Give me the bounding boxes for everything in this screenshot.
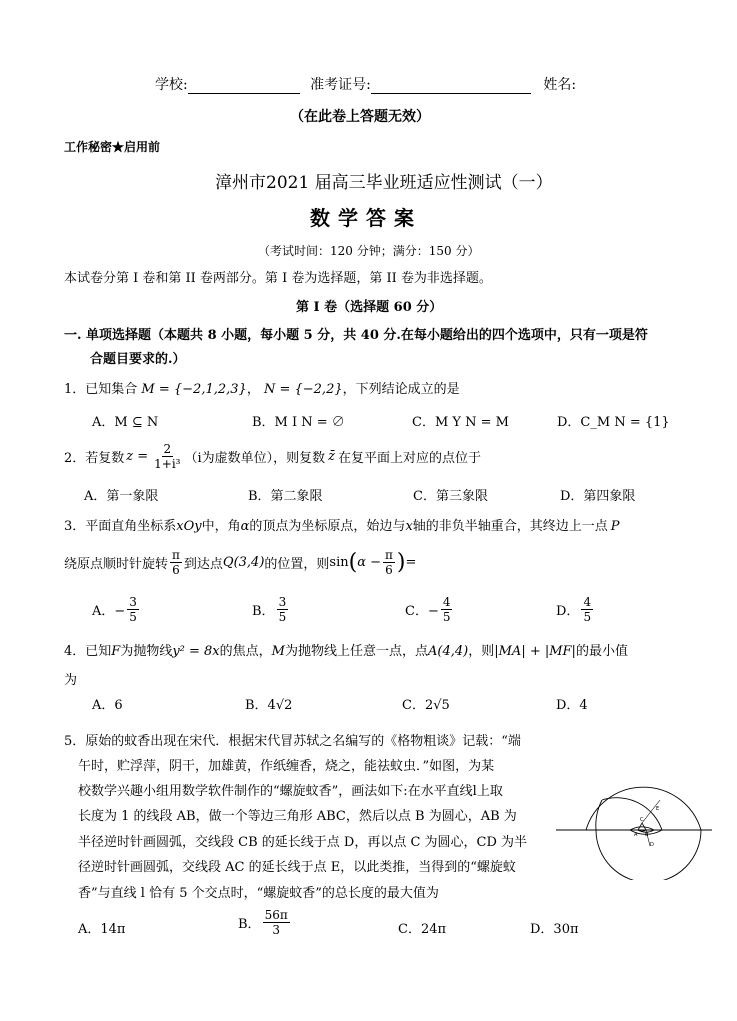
q3-q-point: Q(3,4) bbox=[222, 555, 265, 570]
q5-option-c: C．24π bbox=[398, 922, 447, 937]
q3-option-b-den: 5 bbox=[278, 610, 287, 624]
q3-line2-mid: 到达点 bbox=[183, 557, 223, 572]
q3-line1-mid: 中，角 bbox=[201, 519, 241, 534]
q4-line1-mid2: 的焦点， bbox=[219, 644, 272, 659]
q3-x: x bbox=[405, 519, 413, 534]
q1-option-c: C．M Y N = M bbox=[412, 415, 509, 430]
q5-option-b-label: B． bbox=[238, 917, 261, 932]
school-label: 学校: bbox=[155, 77, 188, 93]
q3-option-d-den: 5 bbox=[583, 610, 592, 624]
q1-option-a: A．M ⊆ N bbox=[92, 415, 159, 430]
q2-frac-den: 1+i³ bbox=[154, 457, 181, 471]
exam-id-blank bbox=[371, 93, 531, 94]
time-info: （考试时间：120 分钟；满分：150 分） bbox=[258, 244, 480, 258]
label-a: A bbox=[634, 832, 638, 838]
spiral-arc-8 bbox=[586, 787, 701, 830]
q2-option-a: A．第一象限 bbox=[84, 489, 159, 504]
part1-title: 第 I 卷（选择题 60 分） bbox=[296, 300, 443, 315]
name-label: 姓名: bbox=[543, 77, 577, 93]
q3-option-b-label: B． bbox=[252, 604, 275, 619]
section1-heading-line1: 一. 单项选择题（本题共 8 小题，每小题 5 分，共 40 分.在每小题给出的四个选项中，只有一项是符 bbox=[64, 328, 648, 343]
q3-p: P bbox=[610, 519, 620, 534]
label-d: D bbox=[650, 842, 654, 848]
q2-frac-num: 2 bbox=[163, 442, 172, 456]
q3-line1-pre: 3．平面直角坐标系 bbox=[64, 519, 177, 534]
q2-option-c: C．第三象限 bbox=[413, 489, 488, 504]
q4-expr: |MA| + |MF| bbox=[494, 644, 576, 659]
label-c: C bbox=[640, 817, 644, 823]
q5-line1: 5．原始的蚊香出现在宋代．根据宋代冒苏轼之名编写的《格物粗谈》记载：“端 bbox=[64, 734, 521, 749]
q4-point-a: A(4,4) bbox=[428, 644, 469, 659]
q3-paren-open: ( bbox=[348, 549, 358, 575]
q4-line1-mid4: ，则 bbox=[468, 644, 495, 659]
spiral-arc-7 bbox=[596, 830, 701, 880]
q3-option-a bbox=[92, 595, 141, 624]
q3-option-b bbox=[252, 595, 290, 624]
q4-line1 bbox=[64, 640, 628, 659]
q4-line1-mid3: 为抛物线上任意一点，点 bbox=[284, 644, 428, 659]
q3-option-d-num: 4 bbox=[583, 595, 592, 609]
q2-z-eq: z = bbox=[126, 449, 149, 464]
q3-paren-close: ) bbox=[396, 549, 406, 575]
school-field bbox=[155, 74, 576, 94]
q4-parabola: y² = 8x bbox=[172, 644, 220, 659]
label-b: B bbox=[645, 832, 649, 838]
q5-line3: 校数学兴趣小组用数学软件制作的“螺旋蚊香”，画法如下:在水平直线l上取 bbox=[78, 784, 503, 799]
section1-heading-line2: 合题目要求的.） bbox=[90, 352, 186, 367]
q1-option-d: D．C_M N = {1} bbox=[557, 415, 670, 430]
q1-stem-pre: 1．已知集合 bbox=[64, 382, 138, 397]
q2-option-d: D．第四象限 bbox=[560, 489, 636, 504]
q5-option-b bbox=[238, 908, 292, 937]
main-title: 漳州市2021 届高三毕业班适应性测试（一） bbox=[215, 173, 553, 193]
q4-line1-mid: 为抛物线 bbox=[120, 644, 173, 659]
q2-zbar: z̄ bbox=[328, 449, 336, 464]
q2-option-b: B．第二象限 bbox=[248, 489, 323, 504]
q4-option-b: B．4√2 bbox=[245, 698, 293, 713]
q5-option-b-den: 3 bbox=[272, 923, 280, 937]
q3-sin-pi-den: 6 bbox=[385, 563, 393, 577]
q3-sin-alpha: α − bbox=[357, 555, 382, 570]
q3-pi-frac bbox=[170, 548, 182, 577]
q3-xoy: xOy bbox=[176, 519, 202, 534]
q3-option-b-num: 3 bbox=[278, 595, 287, 609]
q3-sin-frac bbox=[383, 548, 395, 577]
q4-option-d: D．4 bbox=[556, 698, 588, 713]
q1-stem bbox=[64, 378, 460, 397]
invalid-note: （在此卷上答题无效） bbox=[290, 109, 430, 125]
q5-option-a: A．14π bbox=[78, 922, 126, 937]
q3-option-d-label: D． bbox=[556, 604, 580, 619]
q4-option-a: A．6 bbox=[92, 698, 123, 713]
q2-stem bbox=[64, 442, 481, 471]
q3-option-d bbox=[556, 595, 595, 624]
q3-option-c bbox=[405, 595, 454, 624]
q3-pi-den: 6 bbox=[172, 563, 180, 577]
q3-line1-post: 轴的非负半轴重合，其终边上一点 bbox=[412, 519, 608, 534]
q1-option-b: B．M I N = ∅ bbox=[252, 415, 345, 430]
spiral-arc-5 bbox=[602, 798, 662, 830]
q3-line2 bbox=[64, 548, 416, 577]
q2-fraction bbox=[152, 442, 182, 471]
q3-equals: = bbox=[405, 555, 417, 570]
q4-line1-pre: 4．已知 bbox=[64, 644, 112, 659]
school-blank bbox=[188, 93, 300, 94]
exam-id-label: 准考证号: bbox=[310, 77, 371, 93]
q3-option-c-label: C．− bbox=[405, 604, 439, 619]
q1-comma: ， bbox=[246, 382, 260, 397]
q1-set-m: M = {−2,1,2,3} bbox=[141, 382, 247, 397]
q5-line7: 香”与直线 l 恰有 5 个交点时，“螺旋蚊香”的总长度的最大值为 bbox=[78, 886, 439, 901]
q3-sin-pi-num: π bbox=[385, 548, 393, 562]
q3-sin: sin bbox=[329, 555, 349, 570]
q5-line4: 长度为 1 的线段 AB，做一个等边三角形 ABC，然后以点 B 为圆心，AB 为 bbox=[78, 809, 517, 824]
q3-pi-num: π bbox=[172, 548, 180, 562]
q3-option-a-label: A．− bbox=[92, 604, 126, 619]
q3-option-a-num: 3 bbox=[129, 595, 137, 609]
q1-stem-post: ，下列结论成立的是 bbox=[342, 382, 460, 397]
q4-option-c: C．2√5 bbox=[402, 698, 450, 713]
q2-stem-pre: 2．若复数 bbox=[64, 451, 125, 466]
secret-label: 工作秘密★启用前 bbox=[64, 140, 161, 154]
q5-line6: 径逆时针画圆弧，交线段 AC 的延长线于点 E，以此类推，当得到的“螺旋蚊 bbox=[78, 860, 516, 875]
q3-option-c-num: 4 bbox=[442, 595, 451, 609]
label-e: E bbox=[656, 806, 660, 812]
spiral-figure bbox=[556, 760, 716, 880]
q3-alpha: α bbox=[240, 519, 250, 534]
q5-option-b-num: 56π bbox=[264, 908, 288, 922]
q2-stem-post: 在复平面上对应的点位于 bbox=[338, 451, 482, 466]
q3-line2-pre: 绕原点顺时针旋转 bbox=[64, 557, 169, 572]
q1-set-n: N = {−2,2} bbox=[263, 382, 343, 397]
q2-stem-mid: （i为虚数单位），则复数 bbox=[184, 451, 326, 466]
q3-option-a-den: 5 bbox=[129, 610, 137, 624]
q5-line5: 半径逆时针画圆弧，交线段 CB 的延长线于点 D，再以点 C 为圆心，CD 为半 bbox=[78, 835, 528, 850]
sub-title: 数学答案 bbox=[310, 206, 422, 230]
q4-line2: 为 bbox=[64, 673, 78, 688]
q4-m: M bbox=[271, 644, 285, 659]
q4-f: F bbox=[111, 644, 121, 659]
q3-line2-mid2: 的位置，则 bbox=[264, 557, 330, 572]
q5-option-d: D．30π bbox=[530, 922, 579, 937]
q3-option-c-den: 5 bbox=[442, 610, 451, 624]
q5-line2: 午时，贮浮萍，阴干，加雄黄，作纸缠香，烧之，能祛蚊虫．”如图，为某 bbox=[78, 759, 495, 774]
q3-line1 bbox=[64, 515, 620, 534]
q3-line1-mid2: 的顶点为坐标原点，始边与 bbox=[249, 519, 406, 534]
q4-line1-post: 的最小值 bbox=[575, 644, 628, 659]
intro-text: 本试卷分第 I 卷和第 II 卷两部分。第 I 卷为选择题，第 II 卷为非选择题。 bbox=[64, 271, 492, 286]
